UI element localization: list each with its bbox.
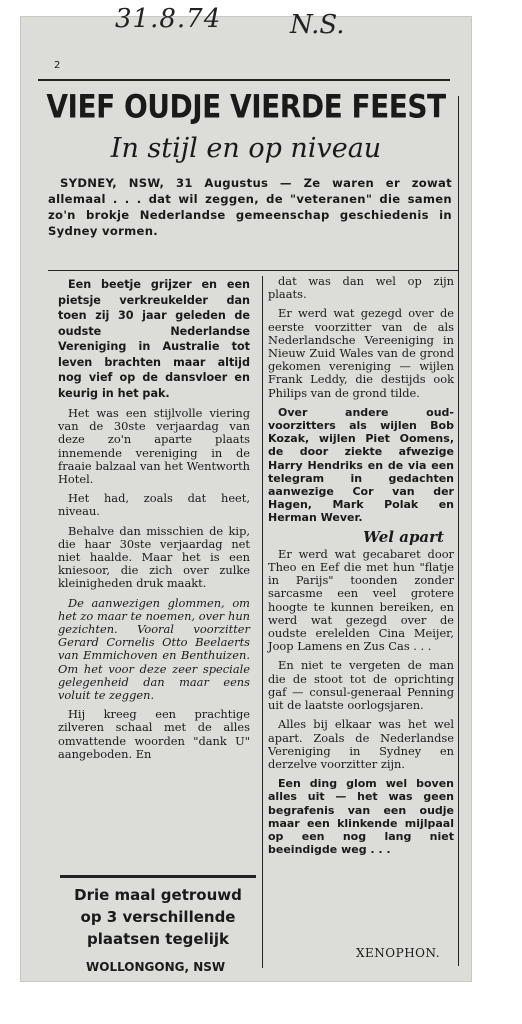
column-right [268,275,454,862]
dateline: WOLLONGONG, NSW [86,960,226,974]
page-number: 2 [54,60,61,71]
paragraph: dat was dan wel op zijn plaats. [268,274,454,302]
paragraph: Alles bij elkaar was het wel apart. Zoals de Nederlandse Vereniging in Sydney en derzelve voorzitter zijn. [268,717,454,771]
paragraph: De aanwezigen glommen, om het zo maar te noemen, over hun gezichten. Vooral voorzitter Gerard Cornelis Otto Beelaerts van Emmichoven en Benthuizen. Om het voor deze zeer speciale gelegenheid dan maar eens voluit te zeggen. [58,595,250,703]
paragraph: Er werd wat gecabaret door Theo en Eef die met hun "flatje in Parijs" toonden zonder sarcasme een veel grotere hoogte te kunnen bereiken, en werd wat gezegd over de oudste erelelden Cina Meijer, Joop Lamens en Zus Cas . . . [268,546,454,654]
column-divider [262,276,263,968]
handwritten-date: 31.8.74 [115,4,222,34]
secondary-headline-line: op 3 verschillende [80,908,236,926]
lead-paragraph [48,175,452,239]
paragraph: Hij kreeg een prachtige zilveren schaal met de alles omvattende woorden "dank U" aangeboden. En [58,707,250,761]
right-border [458,96,459,966]
secondary-headline-line: plaatsen tegelijk [87,930,229,948]
paragraph: Een ding glom wel boven alles uit — het was geen begrafenis van een oudje maar een klinkende mijlpaal op een nog lang niet beeindigde weg . . . [268,777,454,857]
lead-rule [48,270,458,271]
subheadline: In stijl en op niveau [110,133,382,164]
headline: VIEF OUDJE VIERDE FEEST [46,87,446,126]
paragraph: Er werd wat gezegd over de eerste voorzitter van de als Nederlandsche Vereeniging in Nieuw Zuid Wales van de grond gekomen vereniging — wijlen Frank Leddy, die destijds ook Philips van de grond tilde. [268,306,454,400]
secondary-headline-line: Drie maal getrouwd [74,886,242,904]
paragraph: Het was een stijlvolle viering van de 30ste verjaardag van deze zo'n aparte plaats innemende vereniging in de fraaie balzaal van het Wentworth Hotel. [58,406,250,487]
paragraph: Over andere oud-voorzitters als wijlen Bob Kozak, wijlen Piet Oomens, de door ziekte afwezige Harry Hendriks en de via een telegram in gedachten aanwezige Cor van der Hagen, Mark Polak en Herman Wever. [268,405,454,525]
handwritten-initials: N.S. [290,10,345,40]
section-subtitle: Wel apart [363,527,444,546]
byline: XENOPHON. [356,946,441,960]
secondary-headline [60,884,256,950]
paragraph: Een beetje grijzer en een pietsje verkreukelder dan toen zij 30 jaar geleden de oudste Nederlandse Vereniging in Australie tot leven brachten maar altijd nog vief op de dansvloer en keurig in het pak. [58,278,250,400]
column-left [58,277,250,767]
paragraph: Het had, zoals dat heet, niveau. [58,491,250,519]
lead-text: SYDNEY, NSW, 31 Augustus — Ze waren er zowat allemaal . . . dat wil zeggen, de "veteranen" die samen zo'n brokje Nederlandse gemeenschap geschiedenis in Sydney vormen. [48,176,452,238]
top-rule [38,79,450,81]
paragraph: Behalve dan misschien de kip, die haar 30ste verjaardag net niet haalde. Maar het is een kniesoor, die zich over zulke kleinigheden druk maakt. [58,523,250,591]
box-rule [60,875,256,878]
paragraph: En niet te vergeten de man die de stoot tot de oprichting gaf — consul-generaal Penning uit de laatste oorlogsjaren. [268,658,454,713]
